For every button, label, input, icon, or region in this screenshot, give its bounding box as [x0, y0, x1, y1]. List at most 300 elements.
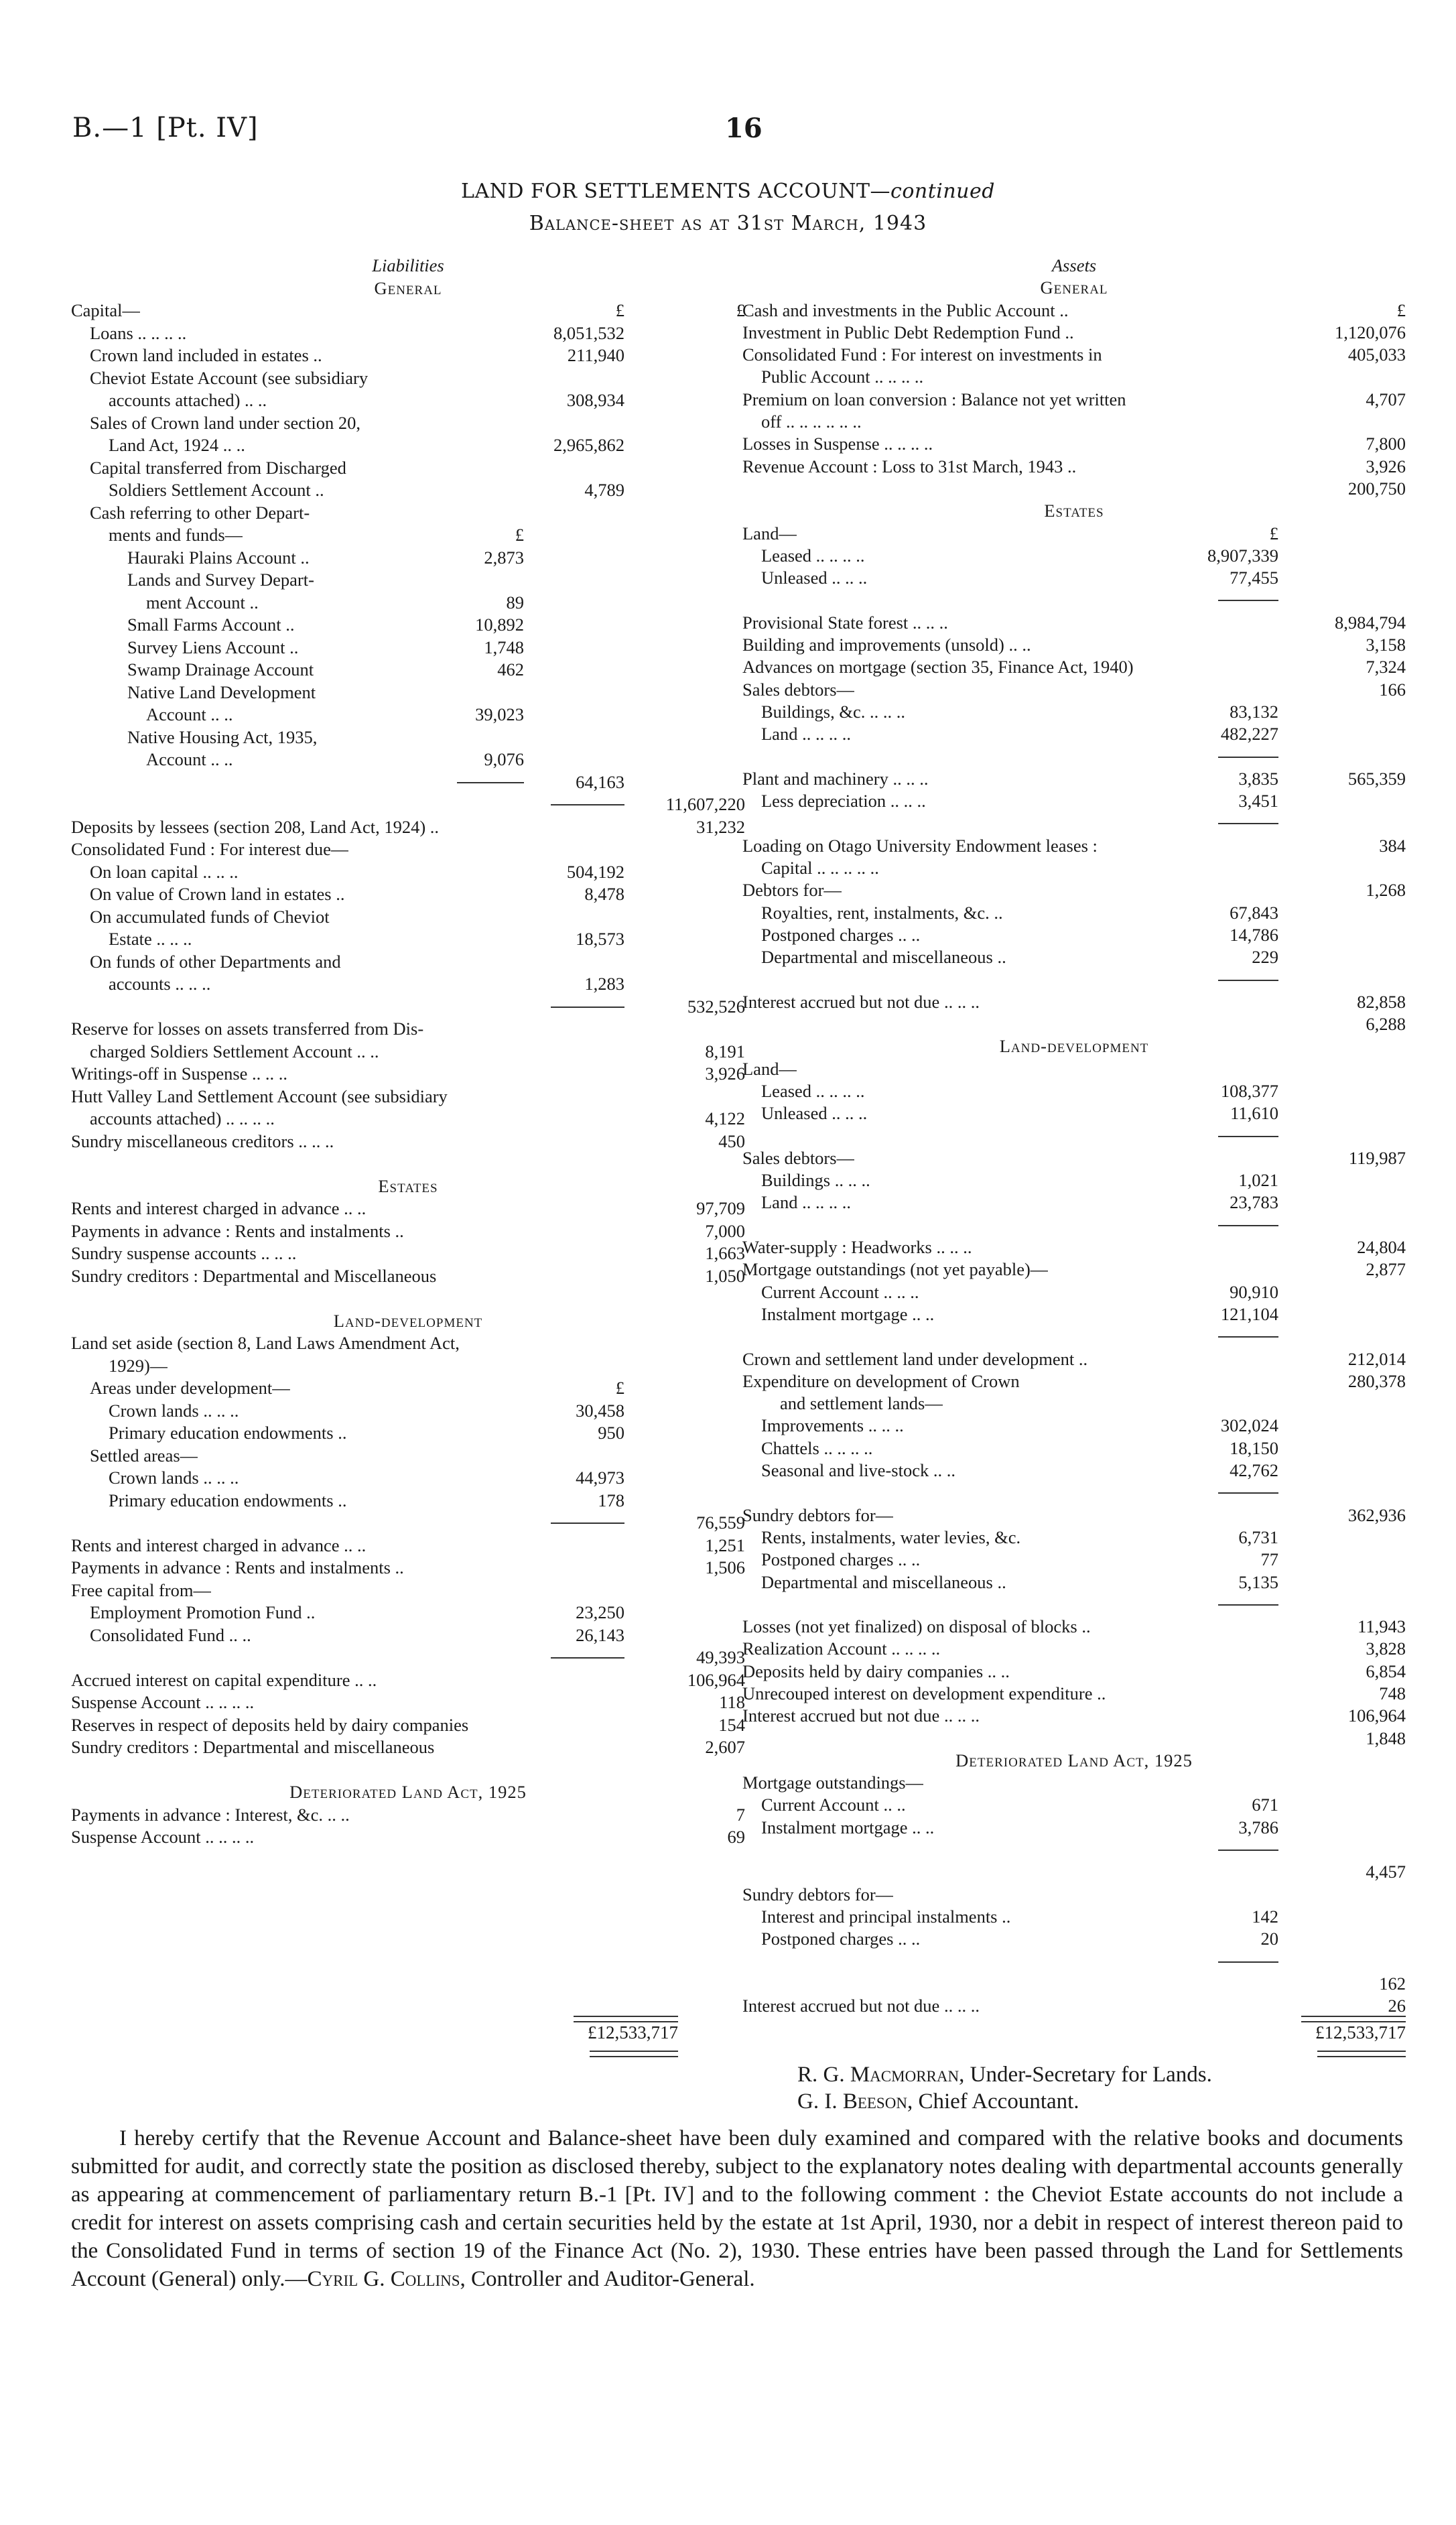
ledger-row — [71, 1557, 745, 1579]
ledger-row — [742, 1928, 1406, 1950]
row-label: Crown lands .. .. .. — [109, 1468, 239, 1488]
ledger-row — [742, 790, 1406, 812]
amount-c1: 121,104 — [1220, 1303, 1278, 1324]
amount-c2: 166 — [1379, 679, 1406, 700]
assets-total-top-rule — [1301, 2016, 1406, 2022]
row-label: Sundry creditors : Departmental and miscellaneous — [71, 1737, 435, 1757]
amount-c2: 3,158 — [1366, 635, 1406, 655]
row-label: On value of Crown land in estates .. — [90, 884, 345, 904]
row-label: Free capital from— — [71, 1579, 211, 1600]
ledger-row — [71, 1467, 745, 1490]
ledger-row — [71, 592, 745, 614]
ledger-row — [742, 589, 1406, 611]
amount-c2: 384 — [1379, 835, 1406, 856]
account-title-continued: continued — [890, 180, 995, 203]
row-label: Water-supply : Headworks .. .. .. — [742, 1237, 972, 1258]
amount-c3: 49,393 — [696, 1647, 745, 1667]
ledger-row — [742, 991, 1406, 1013]
row-label: Interest accrued but not due .. .. .. — [742, 1996, 980, 2016]
row-label: Current Account .. .. — [761, 1795, 906, 1815]
ledger-row — [71, 524, 745, 547]
row-label: Land— — [742, 1058, 797, 1079]
row-label: Revenue Account : Loss to 31st March, 1943 .. — [742, 456, 1077, 476]
ledger-row — [742, 1102, 1406, 1124]
ledger-row — [742, 1169, 1406, 1191]
amount-c1: 89 — [506, 592, 524, 612]
row-label: Departmental and miscellaneous .. — [761, 1571, 1006, 1592]
row-label: Debtors for— — [742, 880, 842, 901]
row-label: Writings-off in Suspense .. .. .. — [71, 1063, 288, 1084]
signature-title: , Under-Secretary for Lands. — [959, 2063, 1212, 2087]
ledger-row — [71, 1086, 745, 1108]
amount-c1: 142 — [1252, 1906, 1278, 1927]
amount-c1: 67,843 — [1230, 902, 1278, 923]
amount-c3: 76,559 — [696, 1512, 745, 1533]
amount-c2: 565,359 — [1347, 768, 1406, 789]
row-label: On loan capital .. .. .. — [90, 861, 239, 882]
amount-c2: 2,965,862 — [553, 435, 624, 455]
ledger-row — [71, 547, 745, 570]
amount-c3: 532,526 — [687, 996, 745, 1017]
row-label: Mortgage outstandings— — [742, 1772, 924, 1793]
row-label: Leased .. .. .. .. — [761, 1080, 865, 1101]
amount-c2: 2,877 — [1366, 1259, 1406, 1280]
row-label: Public Account .. .. .. .. — [761, 367, 924, 387]
ledger-row — [742, 1638, 1406, 1660]
amount-c1: £ — [1269, 523, 1278, 543]
ledger-row — [71, 682, 745, 704]
amount-c2: 64,163 — [576, 771, 624, 792]
row-label: Cash referring to other Depart- — [90, 502, 310, 523]
amount-c1: 18,150 — [1230, 1437, 1278, 1458]
ledger-row — [71, 793, 745, 816]
ledger-row — [71, 457, 745, 480]
amount-c1: 302,024 — [1220, 1415, 1278, 1436]
amount-c2: 24,804 — [1357, 1237, 1406, 1258]
signature-title: , Chief Accountant. — [907, 2089, 1079, 2114]
amount-c2: 308,934 — [566, 390, 624, 410]
ledger-row — [71, 322, 745, 345]
ledger-row — [742, 746, 1406, 768]
amount-c2: 26 — [1388, 1996, 1406, 2016]
amount-c1: 20 — [1260, 1929, 1278, 1949]
row-label: Reserves in respect of deposits held by dairy companies — [71, 1714, 469, 1735]
row-label: Departmental and miscellaneous .. — [761, 947, 1006, 968]
amount-c3: 69 — [727, 1827, 745, 1847]
ledger-row — [742, 879, 1406, 901]
ledger-row — [71, 412, 745, 435]
row-label: Deposits by lessees (section 208, Land Act, 1924) .. — [71, 816, 440, 837]
ledger-row — [71, 771, 745, 794]
ledger-row — [71, 1108, 745, 1130]
ledger-row — [742, 1616, 1406, 1638]
ledger-row — [742, 1348, 1406, 1370]
row-label: Chattels .. .. .. .. — [761, 1437, 873, 1458]
ledger-row — [71, 389, 745, 412]
amount-c2: 4,789 — [584, 480, 624, 500]
ledger-row — [71, 502, 745, 525]
amount-c2: 212,014 — [1347, 1348, 1406, 1369]
subtotal-rule — [1218, 1850, 1278, 1851]
row-label: charged Soldiers Settlement Account .. .. — [90, 1041, 379, 1061]
amount-c3: 7,000 — [705, 1220, 745, 1241]
amount-c3: 7 — [736, 1804, 745, 1825]
amount-c3: 106,964 — [687, 1669, 745, 1690]
ledger-row — [742, 1884, 1406, 1906]
section-heading: Estates — [1044, 501, 1104, 521]
spacer-row — [742, 1013, 1406, 1035]
amount-c1: 108,377 — [1220, 1080, 1278, 1101]
ledger-row — [742, 835, 1406, 857]
ledger-row — [742, 612, 1406, 634]
spacer-row — [71, 1153, 745, 1175]
row-label: Crown and settlement land under development .. — [742, 1348, 1088, 1369]
row-label: Land Act, 1924 .. .. — [109, 435, 245, 455]
amount-c2: 26,143 — [576, 1624, 624, 1645]
section-heading: Estates — [378, 1175, 438, 1196]
liabilities-rows — [71, 277, 745, 1849]
row-label: ments and funds— — [109, 525, 243, 545]
amount-c1: 462 — [497, 659, 524, 679]
ledger-row — [71, 479, 745, 502]
row-label: Land— — [742, 523, 797, 543]
subtotal-rule — [551, 1007, 624, 1008]
ledger-row — [742, 1214, 1406, 1236]
amount-c1: 9,076 — [484, 749, 524, 769]
row-label: Areas under development— — [90, 1378, 290, 1398]
row-label: 1929)— — [109, 1355, 168, 1376]
amount-c2: 362,936 — [1347, 1504, 1406, 1525]
ledger-row — [71, 704, 745, 726]
ledger-row — [742, 1906, 1406, 1928]
subtotal-rule — [1218, 1961, 1278, 1963]
ledger-row — [71, 1579, 745, 1602]
liabilities-total-top-rule — [574, 2016, 678, 2022]
row-label: accounts attached) .. .. .. .. — [90, 1108, 275, 1128]
ledger-row — [71, 1602, 745, 1624]
row-label: Sales debtors— — [742, 679, 855, 700]
assets-total-bottom-rule — [1317, 2051, 1406, 2057]
ledger-row — [742, 366, 1406, 388]
signature-under-secretary — [797, 2063, 1212, 2087]
row-label: Primary education endowments .. — [109, 1423, 347, 1443]
ledger-row — [742, 1817, 1406, 1839]
row-label: Plant and machinery .. .. .. — [742, 768, 929, 789]
amount-c3: 2,607 — [705, 1737, 745, 1757]
row-label: Reserve for losses on assets transferred from Dis- — [71, 1019, 424, 1039]
amount-c2: 504,192 — [566, 861, 624, 882]
amount-c1: 83,132 — [1230, 701, 1278, 722]
row-label: Sales debtors— — [742, 1147, 855, 1168]
row-label: Building and improvements (unsold) .. .. — [742, 635, 1031, 655]
ledger-row — [742, 679, 1406, 701]
liabilities-heading: Liabilities — [372, 255, 444, 275]
ledger-row — [742, 456, 1406, 478]
row-label: Primary education endowments .. — [109, 1490, 347, 1510]
amount-c1: 11,610 — [1230, 1103, 1278, 1124]
subtotal-rule — [1218, 1225, 1278, 1226]
certificate-signer: Cyril G. Collins — [307, 2267, 460, 2291]
row-label: Crown land included in estates .. — [90, 345, 322, 365]
amount-c3: 1,251 — [705, 1535, 745, 1555]
row-label: and settlement lands— — [780, 1393, 943, 1414]
amount-c1: 5,135 — [1238, 1571, 1278, 1592]
row-label: Unrecouped interest on development expenditure .. — [742, 1683, 1106, 1703]
row-label: Consolidated Fund : For interest due— — [71, 839, 349, 859]
amount-c2: £ — [1396, 300, 1406, 320]
row-label: accounts attached) .. .. — [109, 390, 267, 410]
row-label: Current Account .. .. .. — [761, 1281, 919, 1302]
ledger-row — [71, 1624, 745, 1647]
row-label: Losses in Suspense .. .. .. .. — [742, 434, 933, 454]
row-label: Capital .. .. .. .. .. — [761, 858, 879, 879]
amount-c2: 7,324 — [1366, 657, 1406, 677]
subtotal-rule — [1218, 757, 1278, 758]
amount-c3: 11,607,220 — [665, 794, 745, 814]
ledger-row — [71, 816, 745, 839]
ledger-row — [742, 1549, 1406, 1571]
row-label: Rents, instalments, water levies, &c. — [761, 1527, 1021, 1547]
ledger-row — [71, 1130, 745, 1153]
ledger-row — [742, 1370, 1406, 1393]
report-reference: B.—1 [Pt. IV] — [72, 113, 259, 143]
section-heading: Deteriorated Land Act, 1925 — [955, 1750, 1193, 1770]
spacer-row — [742, 1861, 1406, 1883]
amount-c2: 3,926 — [1366, 456, 1406, 476]
ledger-row — [742, 433, 1406, 455]
ledger-row — [742, 1772, 1406, 1794]
subtotal-rule — [1218, 1604, 1278, 1606]
row-label: Suspense Account .. .. .. .. — [71, 1692, 255, 1712]
ledger-row — [71, 1332, 745, 1355]
liabilities-total: £12,533,717 — [588, 2022, 678, 2043]
amount-c2: 18,573 — [576, 929, 624, 949]
audit-certificate — [71, 2124, 1403, 2293]
amount-c3: 1,663 — [705, 1243, 745, 1263]
signature-name: R. G. Macmorran — [797, 2063, 959, 2087]
amount-c2: 8,051,532 — [553, 322, 624, 343]
amount-c3: 97,709 — [696, 1198, 745, 1218]
ledger-row — [742, 523, 1406, 545]
ledger-row — [71, 838, 745, 861]
ledger-row — [742, 1325, 1406, 1348]
row-label: Settled areas— — [90, 1445, 198, 1466]
ledger-row — [71, 367, 745, 390]
spacer-row — [742, 1973, 1406, 1995]
ledger-row — [71, 1445, 745, 1468]
ledger-row — [71, 1826, 745, 1849]
amount-c2: 106,964 — [1347, 1705, 1406, 1726]
ledger-row — [742, 1527, 1406, 1549]
row-label: Instalment mortgage .. .. — [761, 1817, 935, 1837]
row-label: Cash and investments in the Public Account .. — [742, 300, 1069, 320]
row-label: Account .. .. — [146, 704, 233, 724]
row-label: Advances on mortgage (section 35, Finance Act, 1940) — [742, 657, 1134, 677]
amount-c2: 6,854 — [1366, 1661, 1406, 1681]
ledger-row — [71, 1377, 745, 1400]
ledger-row — [71, 344, 745, 367]
amount-c2: 162 — [1379, 1973, 1406, 1994]
ledger-row — [742, 946, 1406, 968]
subtotal-rule — [551, 1657, 624, 1659]
row-label: On funds of other Departments and — [90, 951, 341, 972]
row-label: Losses (not yet finalized) on disposal of blocks .. — [742, 1616, 1091, 1637]
amount-c2: 280,378 — [1347, 1370, 1406, 1391]
ledger-row — [742, 1705, 1406, 1727]
row-label: Interest accrued but not due .. .. .. — [742, 1705, 980, 1726]
ledger-row — [742, 411, 1406, 433]
ledger-row — [742, 322, 1406, 344]
ledger-row — [742, 389, 1406, 411]
row-label: Land .. .. .. .. — [761, 1192, 851, 1213]
amount-c2: 30,458 — [576, 1400, 624, 1421]
row-label: Sundry debtors for— — [742, 1504, 894, 1525]
amount-c3: 154 — [718, 1714, 745, 1735]
row-label: Sundry debtors for— — [742, 1884, 894, 1904]
amount-c2: 4,457 — [1366, 1862, 1406, 1882]
row-label: Hutt Valley Land Settlement Account (see subsidiary — [71, 1086, 448, 1106]
amount-c1: 8,907,339 — [1207, 545, 1278, 566]
row-label: Loading on Otago University Endowment leases : — [742, 835, 1098, 856]
subtotal-rule — [1218, 1492, 1278, 1494]
ledger-row — [71, 1063, 745, 1086]
ledger-row — [742, 1080, 1406, 1102]
ledger-row — [742, 1951, 1406, 1973]
row-label: Small Farms Account .. — [127, 614, 295, 635]
amount-c2: 211,940 — [567, 345, 624, 365]
row-label: accounts .. .. .. — [109, 974, 211, 994]
ledger-row — [742, 567, 1406, 589]
amount-c1: 14,786 — [1230, 924, 1278, 945]
amount-c2: 1,283 — [584, 974, 624, 994]
ledger-row — [742, 1147, 1406, 1169]
amount-c2: 1,268 — [1366, 880, 1406, 901]
ledger-row — [71, 996, 745, 1019]
row-label: Native Housing Act, 1935, — [127, 726, 318, 747]
row-label: Rents and interest charged in advance .. .. — [71, 1198, 367, 1218]
ledger-row — [742, 1415, 1406, 1437]
amount-c1: 3,835 — [1238, 768, 1278, 789]
liabilities-column — [71, 255, 745, 1849]
row-label: Crown lands .. .. .. — [109, 1400, 239, 1421]
row-label: Swamp Drainage Account — [127, 659, 314, 679]
ledger-row — [71, 300, 745, 322]
row-label: Sundry miscellaneous creditors .. .. .. — [71, 1130, 334, 1151]
ledger-row — [71, 1691, 745, 1714]
signature-chief-accountant — [797, 2089, 1079, 2114]
account-title — [0, 180, 1456, 203]
ledger-row — [742, 857, 1406, 879]
amount-c2: 1,848 — [1366, 1728, 1406, 1748]
row-label: Postponed charges .. .. — [761, 924, 921, 945]
ledger-row — [742, 1594, 1406, 1616]
amount-c1: £ — [515, 525, 524, 545]
ledger-row — [742, 969, 1406, 991]
ledger-row — [71, 861, 745, 884]
ledger-row — [742, 924, 1406, 946]
row-label: Payments in advance : Rents and instalments .. — [71, 1557, 404, 1577]
ledger-row — [742, 1571, 1406, 1594]
ledger-row — [71, 1400, 745, 1423]
row-label: Payments in advance : Rents and instalments .. — [71, 1220, 404, 1241]
ledger-row — [742, 1683, 1406, 1705]
row-label: Land .. .. .. .. — [761, 724, 851, 744]
ledger-row — [71, 1490, 745, 1512]
section-heading: General — [374, 277, 442, 298]
ledger-row — [71, 1669, 745, 1692]
subtotal-rule — [551, 804, 624, 805]
row-label: Consolidated Fund : For interest on investments in — [742, 344, 1102, 365]
ledger-row — [742, 1504, 1406, 1527]
row-label: Lands and Survey Depart- — [127, 570, 314, 590]
amount-c2: 3,828 — [1366, 1638, 1406, 1659]
amount-c2: 6,288 — [1366, 1014, 1406, 1035]
amount-c3: 1,050 — [705, 1265, 745, 1286]
amount-c3: 450 — [718, 1130, 745, 1151]
amount-c1: 90,910 — [1230, 1281, 1278, 1302]
amount-c1: 23,783 — [1230, 1192, 1278, 1213]
ledger-row — [742, 656, 1406, 678]
row-label: Postponed charges .. .. — [761, 1549, 921, 1570]
row-label: Postponed charges .. .. — [761, 1929, 921, 1949]
row-label: Account .. .. — [146, 749, 233, 769]
assets-heading: Assets — [1051, 255, 1097, 275]
amount-c2: 8,984,794 — [1335, 612, 1406, 633]
amount-c2: 1,120,076 — [1335, 322, 1406, 342]
amount-c2: 7,800 — [1366, 434, 1406, 454]
row-label: Estate .. .. .. — [109, 929, 192, 949]
amount-c2: 405,033 — [1347, 344, 1406, 365]
amount-c1: 42,762 — [1230, 1460, 1278, 1481]
ledger-row — [71, 1535, 745, 1557]
amount-c2: 4,707 — [1366, 389, 1406, 409]
ledger-row — [71, 1265, 745, 1288]
amount-c2: £ — [615, 1378, 624, 1398]
row-label: Investment in Public Debt Redemption Fund .. — [742, 322, 1074, 342]
row-label: Land set aside (section 8, Land Laws Amendment Act, — [71, 1333, 460, 1353]
row-label: Payments in advance : Interest, &c. .. .. — [71, 1804, 350, 1825]
row-label: Buildings .. .. .. — [761, 1170, 870, 1191]
ledger-row — [742, 1058, 1406, 1080]
ledger-row — [742, 1482, 1406, 1504]
row-label: Buildings, &c. .. .. .. — [761, 701, 905, 722]
row-label: ment Account .. — [146, 592, 259, 612]
row-label: Realization Account .. .. .. .. — [742, 1638, 941, 1659]
row-label: Capital— — [71, 300, 141, 320]
row-label: Interest accrued but not due .. .. .. — [742, 991, 980, 1012]
row-label: Cheviot Estate Account (see subsidiary — [90, 367, 369, 388]
ledger-row — [742, 1839, 1406, 1861]
row-label: Provisional State forest .. .. .. — [742, 612, 948, 633]
subtotal-rule — [1218, 980, 1278, 981]
ledger-row — [71, 749, 745, 771]
amount-c2: 748 — [1379, 1683, 1406, 1703]
ledger-row — [742, 902, 1406, 924]
amount-c3: 31,232 — [696, 816, 745, 837]
row-label: Instalment mortgage .. .. — [761, 1303, 935, 1324]
amount-c2: 950 — [598, 1423, 624, 1443]
amount-c2: 119,987 — [1348, 1147, 1406, 1168]
subtotal-rule — [551, 1523, 624, 1524]
ledger-row — [71, 1422, 745, 1445]
ledger-row — [742, 1995, 1406, 2017]
amount-c1: 482,227 — [1220, 724, 1278, 744]
row-label: Survey Liens Account .. — [127, 637, 299, 657]
ledger-row — [71, 1512, 745, 1535]
amount-c1: 6,731 — [1238, 1527, 1278, 1547]
ledger-row — [742, 1393, 1406, 1415]
assets-column — [742, 255, 1406, 2017]
